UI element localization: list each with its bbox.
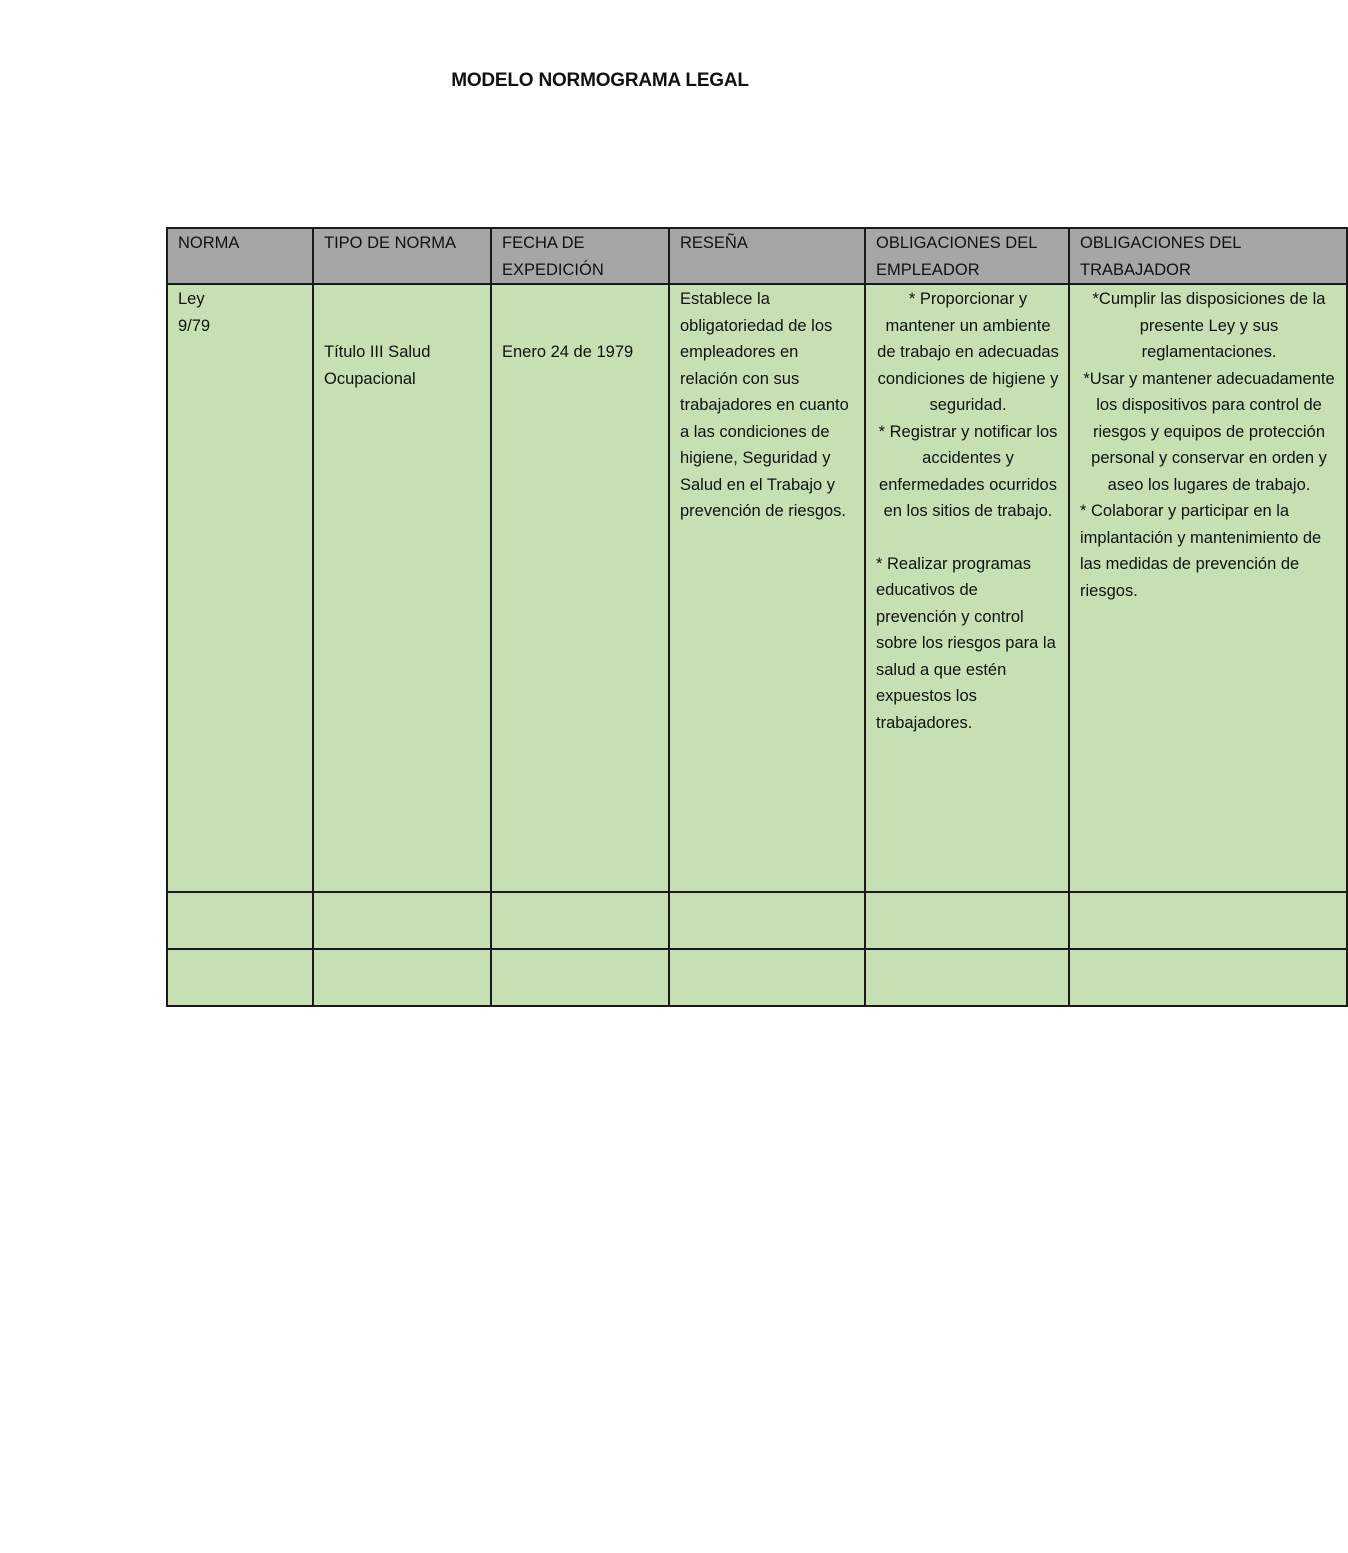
empty-cell bbox=[865, 949, 1069, 1006]
table-row-empty bbox=[167, 949, 1347, 1006]
norma-type: Ley bbox=[178, 290, 205, 308]
cell-fecha bbox=[491, 284, 669, 892]
empty-cell bbox=[491, 949, 669, 1006]
empleador-obligation-2: * Registrar y notificar los accidentes y enfermedades ocurridos en los sitios de trabajo. bbox=[878, 422, 1058, 520]
spacer bbox=[876, 525, 1060, 551]
table-header-row bbox=[167, 228, 1347, 284]
empty-cell bbox=[167, 949, 313, 1006]
header-resena: RESEÑA bbox=[669, 228, 865, 284]
header-norma: NORMA bbox=[167, 228, 313, 284]
empty-cell bbox=[865, 892, 1069, 949]
empty-cell bbox=[1069, 949, 1347, 1006]
document-title: MODELO NORMOGRAMA LEGAL bbox=[451, 70, 749, 91]
header-tipo-de-norma: TIPO DE NORMA bbox=[313, 228, 491, 284]
table-row-empty bbox=[167, 892, 1347, 949]
header-fecha-de-expedicion: FECHA DE EXPEDICIÓN bbox=[491, 228, 669, 284]
header-obligaciones-empleador: OBLIGACIONES DEL EMPLEADOR bbox=[865, 228, 1069, 284]
header-obligaciones-trabajador: OBLIGACIONES DEL TRABAJADOR bbox=[1069, 228, 1347, 284]
cell-resena bbox=[669, 284, 865, 892]
resena-value: Establece la obligatoriedad de los empleadores en relación con sus trabajadores en cuanto a las condiciones de higiene, Seguridad y Salud en el Trabajo y prevención de riesgos. bbox=[680, 290, 849, 520]
cell-obligaciones-trabajador bbox=[1069, 284, 1347, 892]
empty-cell bbox=[167, 892, 313, 949]
trabajador-obligation-3: * Colaborar y participar en la implantación y mantenimiento de las medidas de prevención de riesgos. bbox=[1080, 502, 1322, 600]
tipo-value: Título III Salud Ocupacional bbox=[324, 343, 431, 388]
cell-obligaciones-empleador bbox=[865, 284, 1069, 892]
normogram-table-container bbox=[166, 227, 1335, 952]
normogram-table bbox=[166, 227, 1348, 1007]
empty-cell bbox=[491, 892, 669, 949]
empty-cell bbox=[669, 892, 865, 949]
table-row bbox=[167, 284, 1347, 892]
empleador-obligation-1: * Proporcionar y mantener un ambiente de trabajo en adecuadas condiciones de higiene y seguridad. bbox=[877, 290, 1059, 414]
trabajador-obligation-2: *Usar y mantener adecuadamente los dispositivos para control de riesgos y equipos de protección personal y conservar en orden y aseo los lugares de trabajo. bbox=[1083, 369, 1335, 494]
empty-cell bbox=[313, 892, 491, 949]
norma-number: 9/79 bbox=[178, 316, 211, 335]
empty-cell bbox=[1069, 892, 1347, 949]
trabajador-obligation-1: *Cumplir las disposiciones de la presente Ley y sus reglamentaciones. bbox=[1092, 290, 1326, 361]
empleador-obligation-3: * Realizar programas educativos de prevención y control sobre los riesgos para la salud a que estén expuestos los trabajadores. bbox=[876, 554, 1056, 732]
cell-tipo bbox=[313, 284, 491, 892]
cell-norma bbox=[167, 284, 313, 892]
fecha-value: Enero 24 de 1979 bbox=[502, 343, 634, 361]
empty-cell bbox=[313, 949, 491, 1006]
empty-cell bbox=[669, 949, 865, 1006]
